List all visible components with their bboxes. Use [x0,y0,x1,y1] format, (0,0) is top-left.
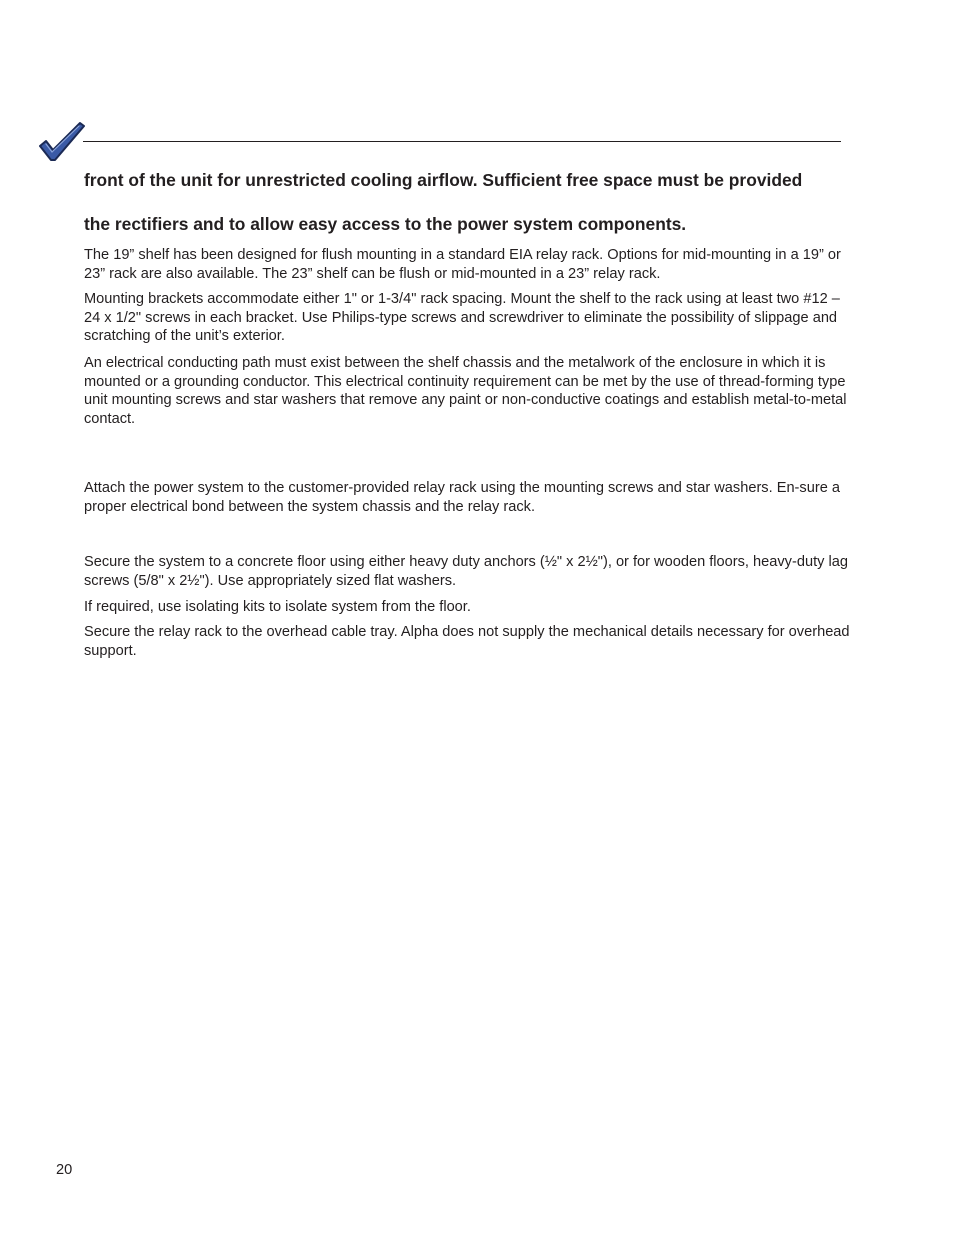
paragraph-electrical-path: An electrical conducting path must exist between the shelf chassis and the metalwork of the enclosure in which it is mounted or a grounding conductor. This electrical continuity requirement can be met by the use of thread-forming type unit mounting screws and star washers that remove any paint or non-conductive coatings and establish metal-to-metal contact. [84,355,847,427]
note-divider-rule [83,141,841,142]
note-checkmark-icon [38,120,86,164]
paragraph-shelf-mounting: The 19” shelf has been designed for flush mounting in a standard EIA relay rack. Options for mid-mounting in a 19” or 23” rack are also available. The 23” shelf can be flush or mid-mounted in a 23” relay rack. [84,247,841,282]
note-line-1: front of the unit for unrestricted cooling airflow. Sufficient free space must be provided [84,170,803,190]
paragraph-mounting-brackets: Mounting brackets accommodate either 1" or 1-3/4" rack spacing. Mount the shelf to the rack using at least two #12 – 24 x 1/2" screws in each bracket. Use Philips-type screws and screwdriver to eliminate the possibility of slippage and scratching of the unit’s exterior. [84,291,840,345]
paragraph-attach-power-system: Attach the power system to the customer-provided relay rack using the mounting screws and star washers. En-sure a proper electrical bond between the system chassis and the relay rack. [84,480,840,515]
page-number: 20 [56,1162,73,1178]
paragraph-floor-anchors: Secure the system to a concrete floor using either heavy duty anchors (½" x 2½"), or for wooden floors, heavy-duty lag screws (5/8" x 2½"). Use appropriately sized flat washers. [84,554,848,589]
checkmark-icon [38,120,86,164]
paragraph-isolating-kits: If required, use isolating kits to isolate system from the floor. [84,599,471,615]
paragraph-overhead-support: Secure the relay rack to the overhead cable tray. Alpha does not supply the mechanical details necessary for overhead support. [84,624,850,659]
note-line-2: the rectifiers and to allow easy access to the power system components. [84,214,687,234]
